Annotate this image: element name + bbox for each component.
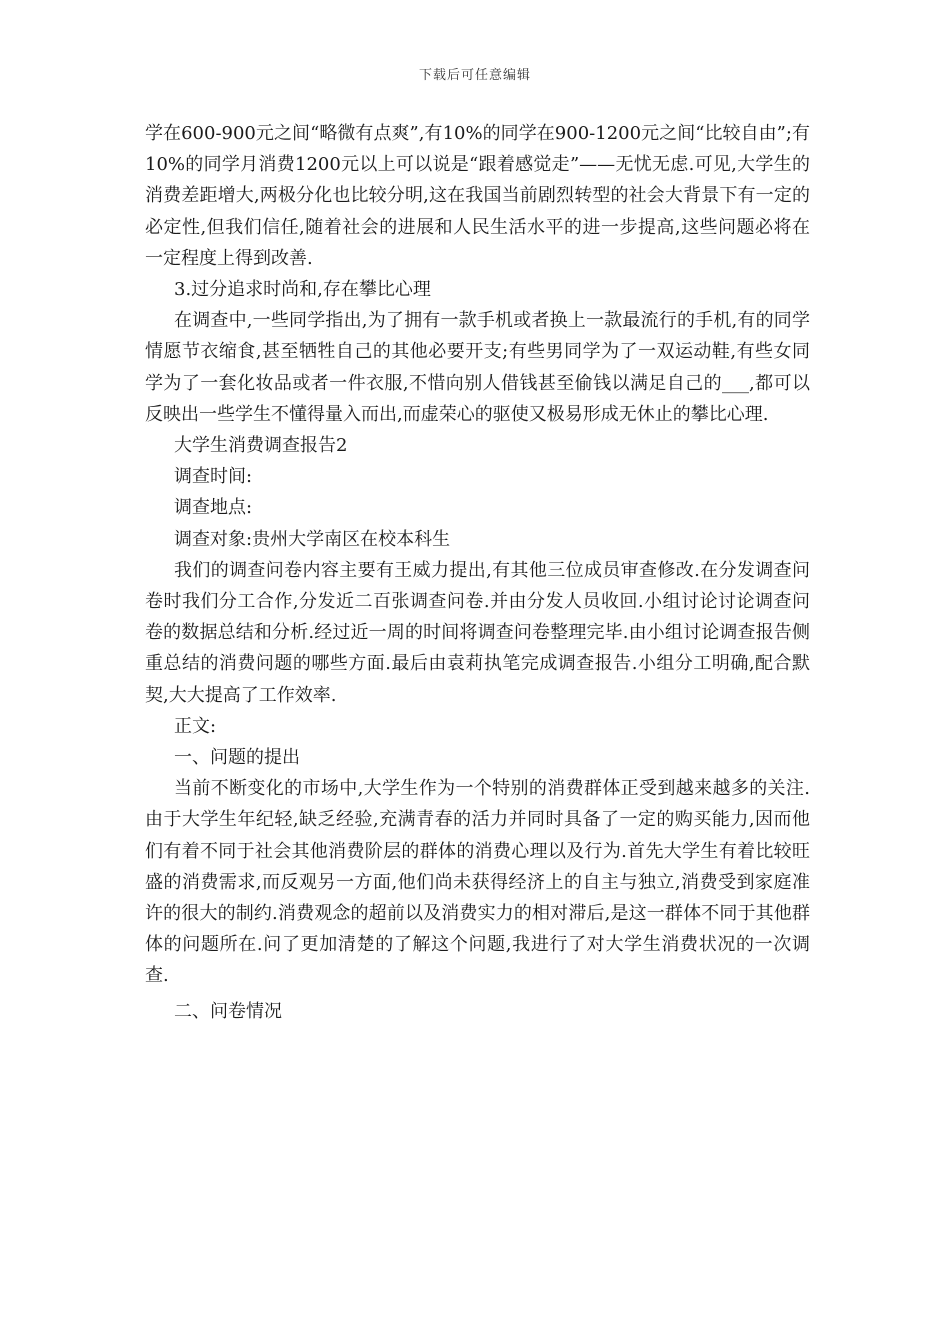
paragraph-consumption-gap: 学在600-900元之间“略微有点爽”,有10%的同学在900-1200元之间“比较自由”;有10%的同学月消费1200元以上可以说是“跟着感觉走”——无忧无虑.可见,大学生的消费差距增大,两极分化也比较分明,这在我国当前剧烈转型的社会大背景下有一定的必定性,但我们信任,随着社会的进展和人民生活水平的进一步提高,这些问题必将在一定程度上得到改善. [145,123,810,269]
survey-subjects: 调查对象:贵州大学南区在校本科生 [174,528,451,550]
section-heading-1: 一、问题的提出 [174,747,300,769]
paragraph-comparison-psychology: 在调查中,一些同学指出,为了拥有一款手机或者换上一款最流行的手机,有的同学情愿节衣缩食,甚至牺牲自己的其他必要开支;有些男同学为了一双运动鞋,有些女同学为了一套化妆品或者一件衣服,不惜向别人借钱甚至偷钱以满足自己的___,都可以反映出一些学生不懂得量入而出,而虚荣心的驱使又极易形成无休止的攀比心理. [145,310,810,425]
survey-location: 调查地点: [174,497,253,519]
heading-fashion-comparison: 3.过分追求时尚和,存在攀比心理 [174,279,431,301]
section-heading-2: 二、问卷情况 [174,1000,282,1022]
paragraph-methodology: 我们的调查问卷内容主要有王威力提出,有其他三位成员审查修改.在分发调查问卷时我们分工合作,分发近二百张调查问卷.并由分发人员收回.小组讨论讨论调查问卷的数据总结和分析.经过近一周的时间将调查问卷整理完毕.由小组讨论调查报告侧重总结的消费问题的哪些方面.最后由袁莉执笔完成调查报告.小组分工明确,配合默契,大大提高了工作效率. [145,559,810,706]
page-header: 下载后可任意编辑 [418,68,531,83]
report-title-2: 大学生消费调查报告2 [174,435,348,457]
document-body [145,118,810,1027]
survey-time: 调查时间: [174,466,253,488]
paragraph-background: 当前不断变化的市场中,大学生作为一个特别的消费群体正受到越来越多的关注.由于大学生年纪轻,缺乏经验,充满青春的活力并同时具备了一定的购买能力,因而他们有着不同于社会其他消费阶层的群体的消费心理以及行为.首先大学生有着比较旺盛的消费需求,而反观另一方面,他们尚未获得经济上的自主与独立,消费受到家庭准许的很大的制约.消费观念的超前以及消费实力的相对滞后,是这一群体不同于其他群体的问题所在.问了更加清楚的了解这个问题,我进行了对大学生消费状况的一次调查. [145,778,810,987]
main-text-label: 正文: [174,715,217,737]
